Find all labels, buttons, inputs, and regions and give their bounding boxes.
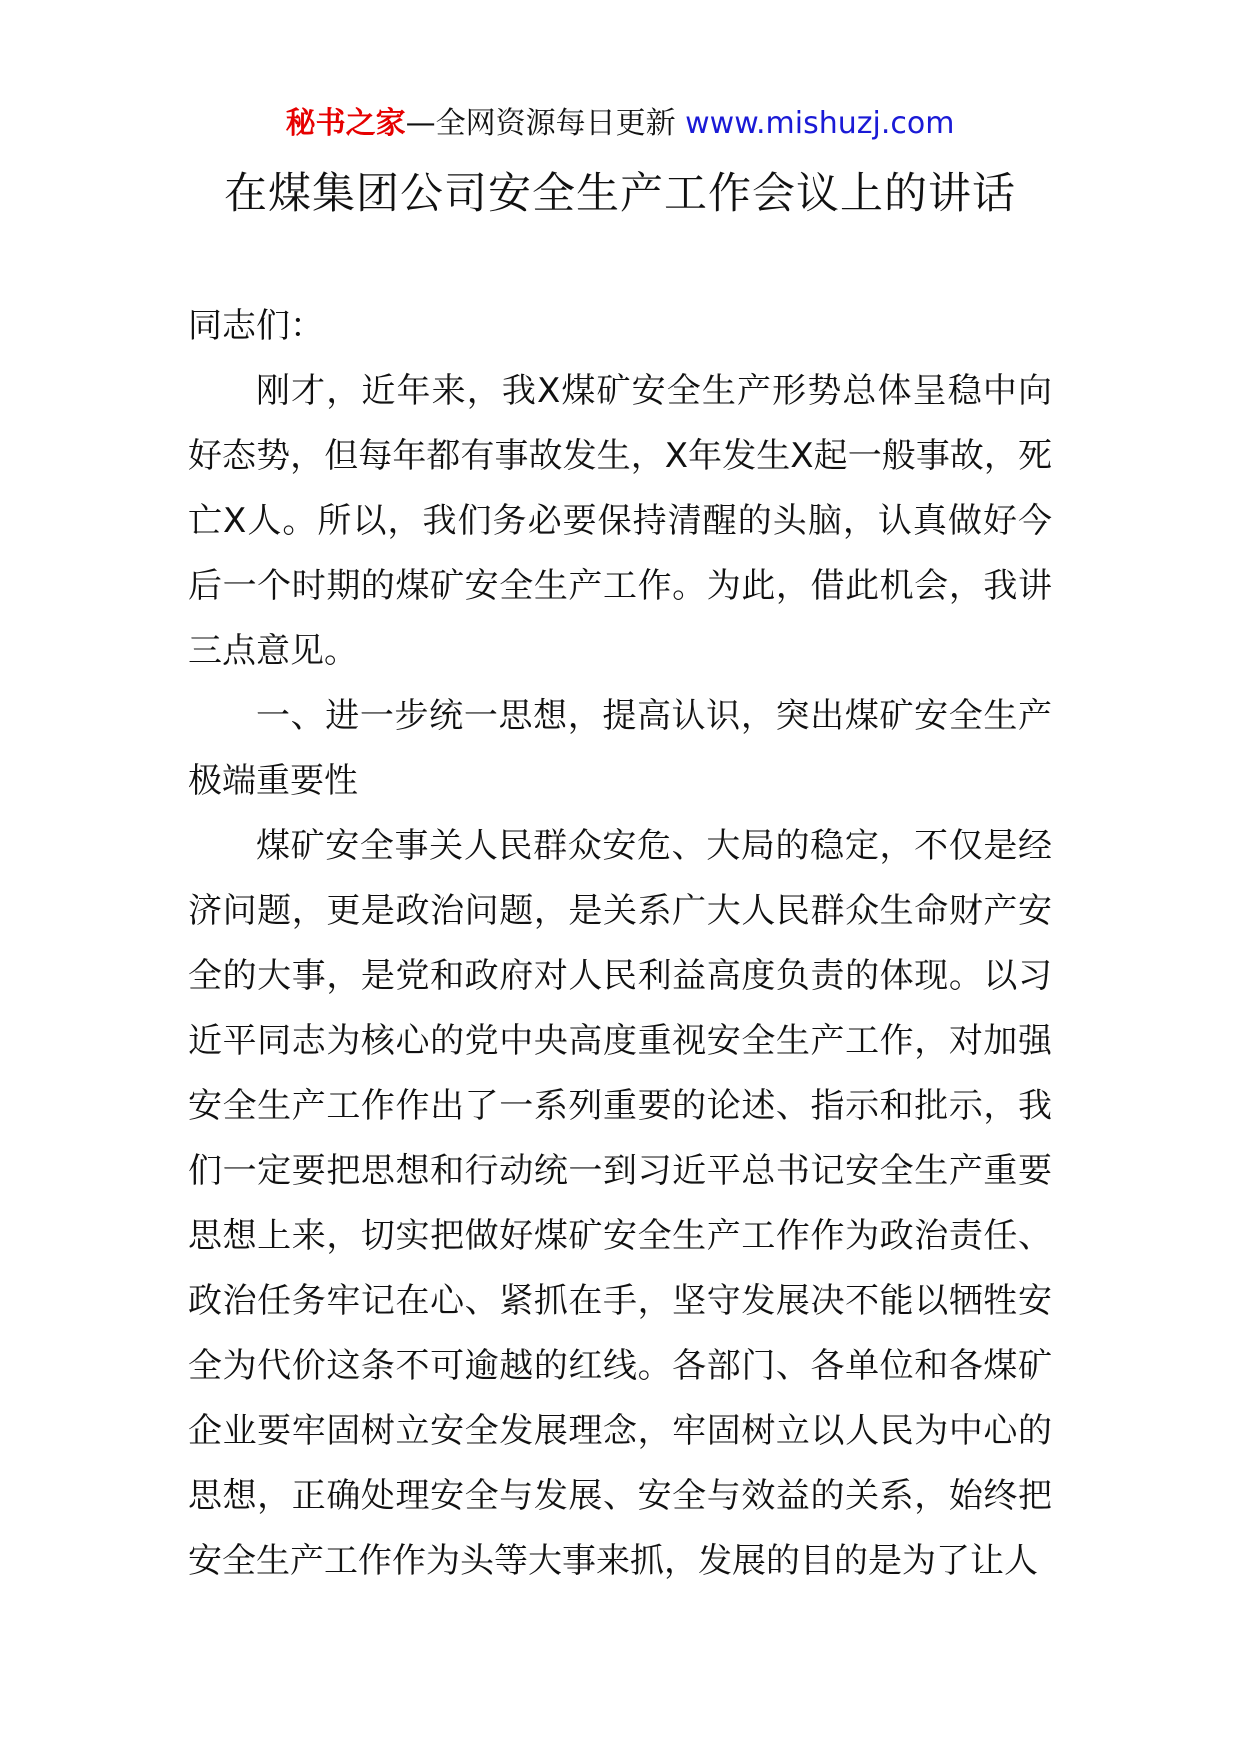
site-header xyxy=(0,104,1240,144)
section-heading: 一、进一步统一思想，提高认识，突出煤矿安全生产极端重要性 xyxy=(188,696,1052,801)
document-body xyxy=(188,294,1052,1594)
paragraph: 刚才，近年来，我X煤矿安全生产形势总体呈稳中向好态势，但每年都有事故发生，X年发生X起一般事故，死亡X人。所以，我们务必要保持清醒的头脑，认真做好今后一个时期的煤矿安全生产工作。为此，借此机会，我讲三点意见。 xyxy=(188,371,1052,671)
site-url-link[interactable]: www.mishuzj.com xyxy=(685,106,955,141)
header-dash: — xyxy=(405,106,436,141)
paragraph: 煤矿安全事关人民群众安危、大局的稳定，不仅是经济问题，更是政治问题，是关系广大人民群众生命财产安全的大事，是党和政府对人民利益高度负责的体现。以习近平同志为核心的党中央高度重视安全生产工作，对加强安全生产工作作出了一系列重要的论述、指示和批示，我们一定要把思想和行动统一到习近平总书记安全生产重要思想上来，切实把做好煤矿安全生产工作作为政治责任、政治任务牢记在心、紧抓在手，坚守发展决不能以牺牲安全为代价这条不可逾越的红线。各部门、各单位和各煤矿企业要牢固树立安全发展理念，牢固树立以人民为中心的思想，正确处理安全与发展、安全与效益的关系，始终把安全生产工作作为头等大事来抓，发展的目的是为了让人 xyxy=(188,826,1052,1581)
site-slogan: 全网资源每日更新 xyxy=(435,106,676,141)
salutation: 同志们： xyxy=(188,306,324,346)
site-name: 秘书之家 xyxy=(285,106,406,141)
document-title: 在煤集团公司安全生产工作会议上的讲话 xyxy=(224,169,1016,219)
